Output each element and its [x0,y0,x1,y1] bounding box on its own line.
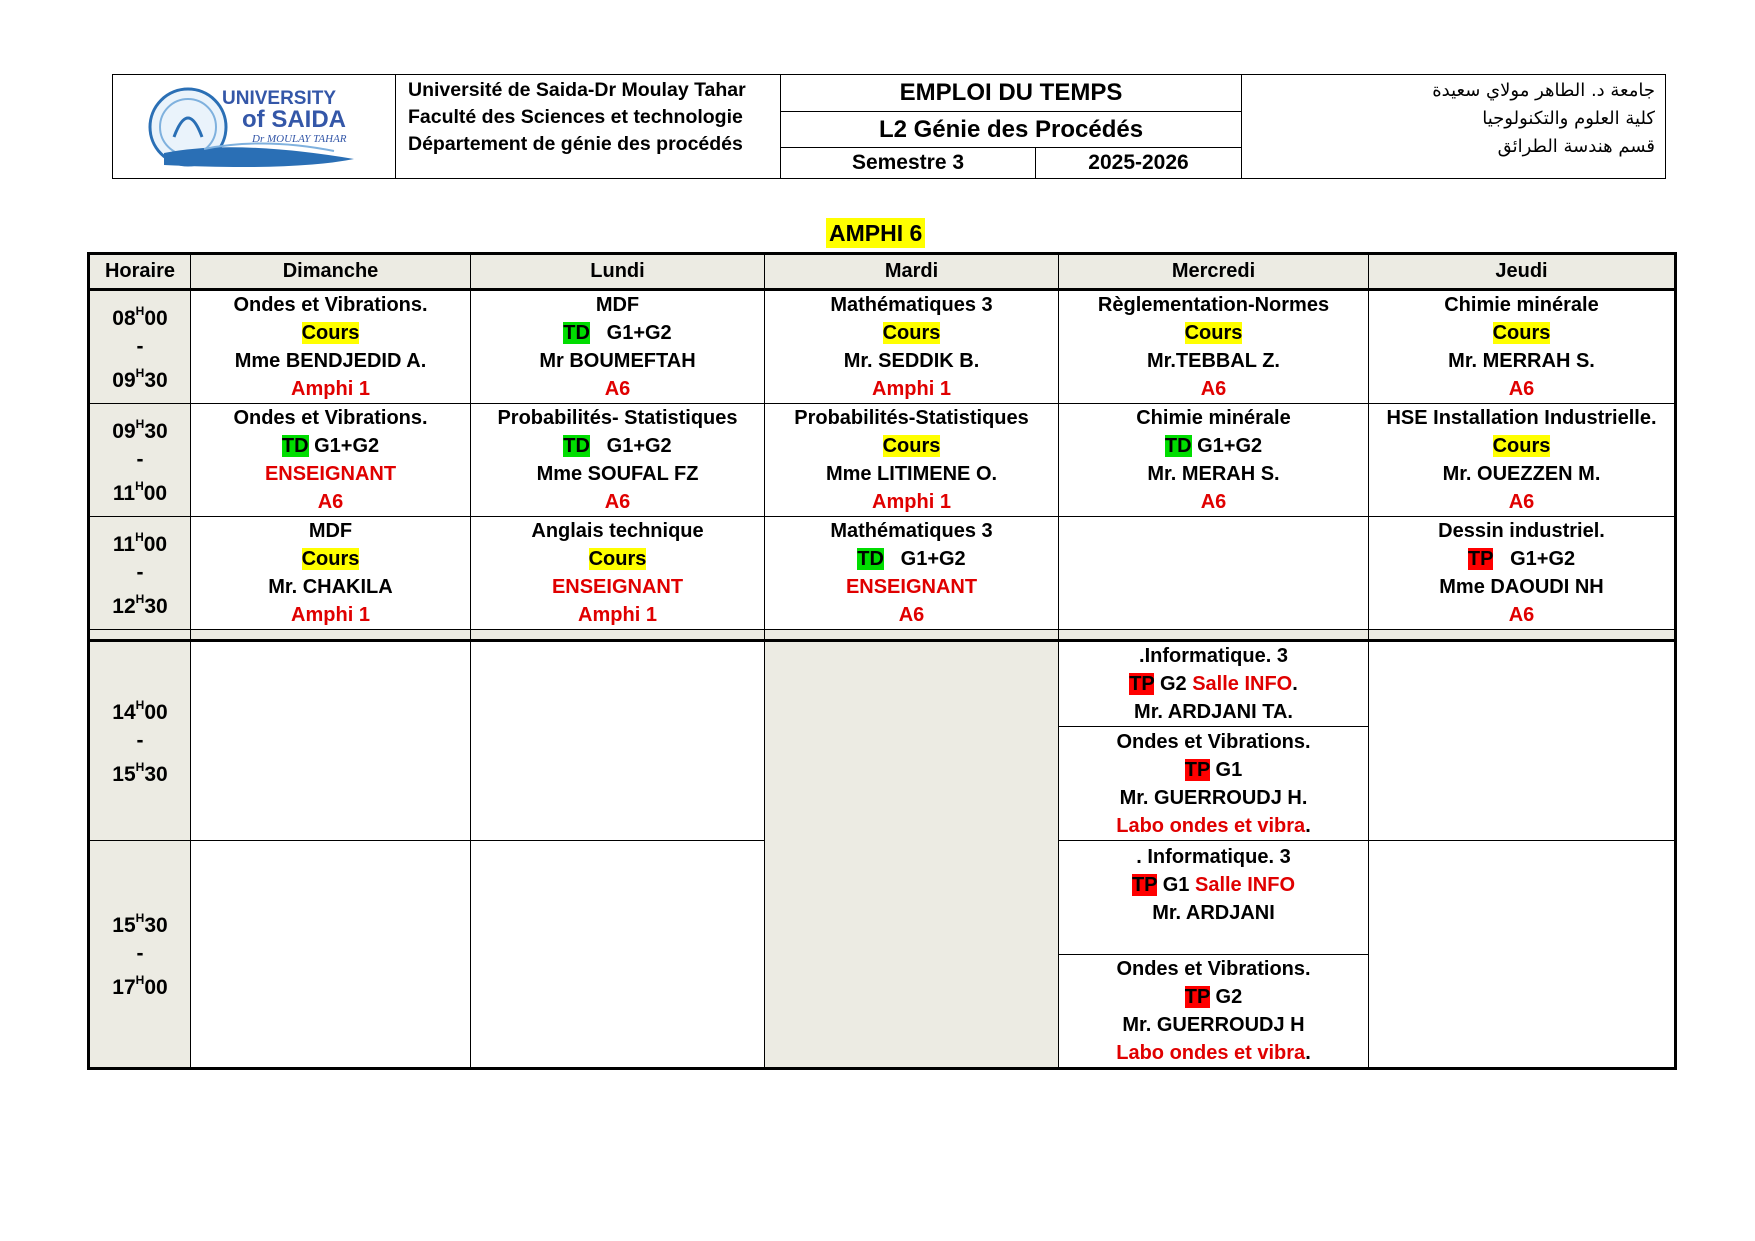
empty-cell [191,641,471,841]
department-name-ar: قسم هندسة الطرائق [1497,136,1655,157]
university-name-ar: جامعة د. الطاهر مولاي سعيدة [1432,80,1655,101]
col-header-horaire: Horaire [89,254,191,290]
timetable [87,252,1677,1070]
class-cell: Probabilités- Statistiques TD G1+G2 Mme SOUFAL FZ A6 [471,404,765,517]
session-type-badge: Cours [301,548,360,570]
class-cell: Mathématiques 3 Cours Mr. SEDDIK B. Amphi 1 [765,290,1059,404]
timetable-header-row [89,254,1676,290]
class-cell: . Informatique. 3 TP G1 Salle INFO Mr. ARDJANI [1059,841,1369,955]
time-slot-1: $08^H00$ - $09^H30$ [89,290,191,404]
room-title: AMPHI 6 [826,218,925,248]
class-cell: Chimie minérale Cours Mr. MERRAH S. A6 [1369,290,1676,404]
session-type-badge: Cours [1492,322,1551,344]
session-type-badge: TD [857,548,884,570]
class-cell: .Informatique. 3 TP G2 Salle INFO. Mr. ARDJANI TA. [1059,641,1369,727]
empty-cell [1059,517,1369,630]
class-cell: Mathématiques 3 TD G1+G2 ENSEIGNANT A6 [765,517,1059,630]
class-cell: Dessin industriel. TP G1+G2 Mme DAOUDI NH A6 [1369,517,1676,630]
empty-cell [471,641,765,841]
session-type-badge: TD [563,322,590,344]
title-block [781,75,1242,178]
session-type-badge: Cours [882,322,941,344]
session-type-badge: TP [1467,548,1494,570]
empty-cell [471,841,765,1069]
semester-row [781,148,1241,178]
time-row [89,290,1676,404]
time-slot-3: $11^H00$ - $12^H30$ [89,517,191,630]
session-type-badge: TD [563,435,590,457]
session-type-badge: TP [1129,673,1155,695]
session-type-badge: Cours [588,548,647,570]
empty-cell [191,841,471,1069]
class-cell: Probabilités-Statistiques Cours Mme LITIMENE O. Amphi 1 [765,404,1059,517]
class-cell: Règlementation-Normes Cours Mr.TEBBAL Z. A6 [1059,290,1369,404]
program-name: L2 Génie des Procédés [781,112,1241,148]
empty-cell [1369,641,1676,841]
col-header-lundi: Lundi [471,254,765,290]
class-cell: Chimie minérale TD G1+G2 Mr. MERAH S. A6 [1059,404,1369,517]
session-type-badge: Cours [1184,322,1243,344]
class-cell: MDF Cours Mr. CHAKILA Amphi 1 [191,517,471,630]
lunch-separator [89,630,1676,641]
svg-text:of SAIDA: of SAIDA [242,105,346,133]
university-name: Université de Saida-Dr Moulay Tahar [408,79,746,101]
session-type-badge: TD [1164,435,1192,457]
session-type-badge: Cours [301,322,360,344]
class-cell: Ondes et Vibrations. TD G1+G2 ENSEIGNANT A6 [191,404,471,517]
academic-year: 2025-2026 [1088,151,1189,174]
time-slot-4: $14^H00$ - $15^H30$ [89,641,191,841]
document-header [112,74,1666,179]
svg-text:Dr MOULAY TAHAR: Dr MOULAY TAHAR [252,132,347,145]
time-row [89,641,1676,727]
col-header-mardi: Mardi [765,254,1059,290]
university-logo [113,75,396,178]
time-row [89,517,1676,630]
french-institution-block [396,75,781,178]
empty-cell [765,641,1059,1069]
document-title: EMPLOI DU TEMPS [781,75,1241,112]
time-slot-5: $15^H30$ - $17^H00$ [89,841,191,1069]
class-cell: MDF TD G1+G2 Mr BOUMEFTAH A6 [471,290,765,404]
svg-text:UNIVERSITY: UNIVERSITY [222,87,337,109]
col-header-dimanche: Dimanche [191,254,471,290]
class-cell: Anglais technique Cours ENSEIGNANT Amphi 1 [471,517,765,630]
class-cell: HSE Installation Industrielle. Cours Mr. OUEZZEN M. A6 [1369,404,1676,517]
session-type-badge: TP [1184,758,1210,781]
semester: Semestre 3 [781,148,1036,178]
faculty-name: Faculté des Sciences et technologie [408,106,743,128]
session-type-badge: TP [1184,986,1210,1008]
col-header-jeudi: Jeudi [1369,254,1676,290]
department-name: Département de génie des procédés [408,133,743,155]
session-type-badge: Cours [1492,435,1551,457]
col-header-mercredi: Mercredi [1059,254,1369,290]
class-cell: Ondes et Vibrations. Cours Mme BENDJEDID A. Amphi 1 [191,290,471,404]
session-type-badge: TP [1131,874,1158,896]
session-type-badge: TD [281,435,309,457]
session-type-badge: Cours [882,435,941,457]
class-cell: Ondes et Vibrations. TP G2 Mr. GUERROUDJ H Labo ondes et vibra. [1059,955,1369,1069]
class-cell: Ondes et Vibrations. TP G1 Mr. GUERROUDJ H. Labo ondes et vibra. [1059,727,1369,841]
faculty-name-ar: كلية العلوم والتكنولوجيا [1482,108,1655,129]
empty-cell [1369,841,1676,1069]
time-row [89,404,1676,517]
arabic-institution-block [1242,75,1665,178]
time-slot-2: $09^H30$ - $11^H00$ [89,404,191,517]
